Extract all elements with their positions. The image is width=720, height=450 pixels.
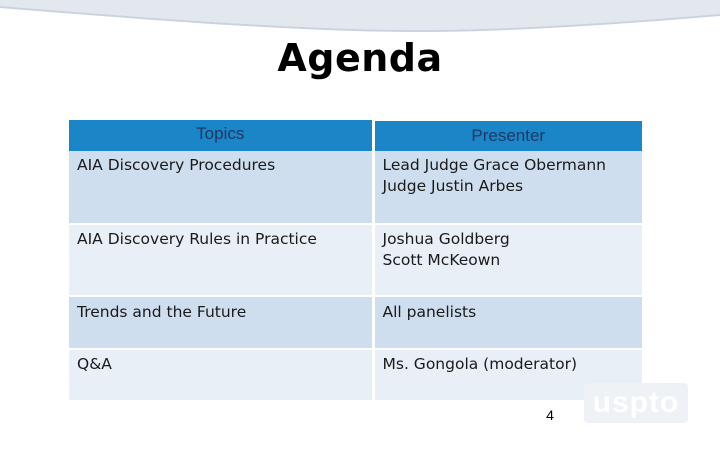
table-row bbox=[69, 296, 642, 349]
presenter-cell bbox=[373, 296, 642, 349]
header-presenter: Presenter bbox=[373, 121, 642, 152]
table-row bbox=[69, 224, 642, 296]
presenter-name: Lead Judge Grace Obermann bbox=[382, 156, 606, 174]
table-row bbox=[69, 349, 642, 400]
header-topics bbox=[69, 121, 373, 152]
decorative-top-band bbox=[0, 0, 720, 34]
header-topics-label: Topics bbox=[196, 124, 245, 143]
table-row bbox=[69, 151, 642, 224]
presenter-cell bbox=[373, 224, 642, 296]
presenter-name: Judge Justin Arbes bbox=[382, 177, 524, 195]
presenter-name: All panelists bbox=[382, 303, 477, 321]
topic-cell: AIA Discovery Rules in Practice bbox=[69, 224, 373, 296]
slide-title: Agenda bbox=[277, 36, 443, 80]
topic-cell: AIA Discovery Procedures bbox=[69, 151, 373, 224]
topic-cell: Trends and the Future bbox=[69, 296, 373, 349]
presenter-cell bbox=[373, 151, 642, 224]
table-header-row bbox=[69, 121, 642, 152]
topic-cell: Q&A bbox=[69, 349, 373, 400]
presenter-name: Ms. Gongola (moderator) bbox=[382, 355, 578, 373]
presenter-name: Joshua Goldberg bbox=[382, 230, 510, 248]
presenter-name: Scott McKeown bbox=[382, 251, 501, 269]
page-number: 4 bbox=[546, 407, 554, 423]
uspto-logo: uspto bbox=[584, 383, 688, 423]
agenda-table bbox=[69, 120, 642, 400]
